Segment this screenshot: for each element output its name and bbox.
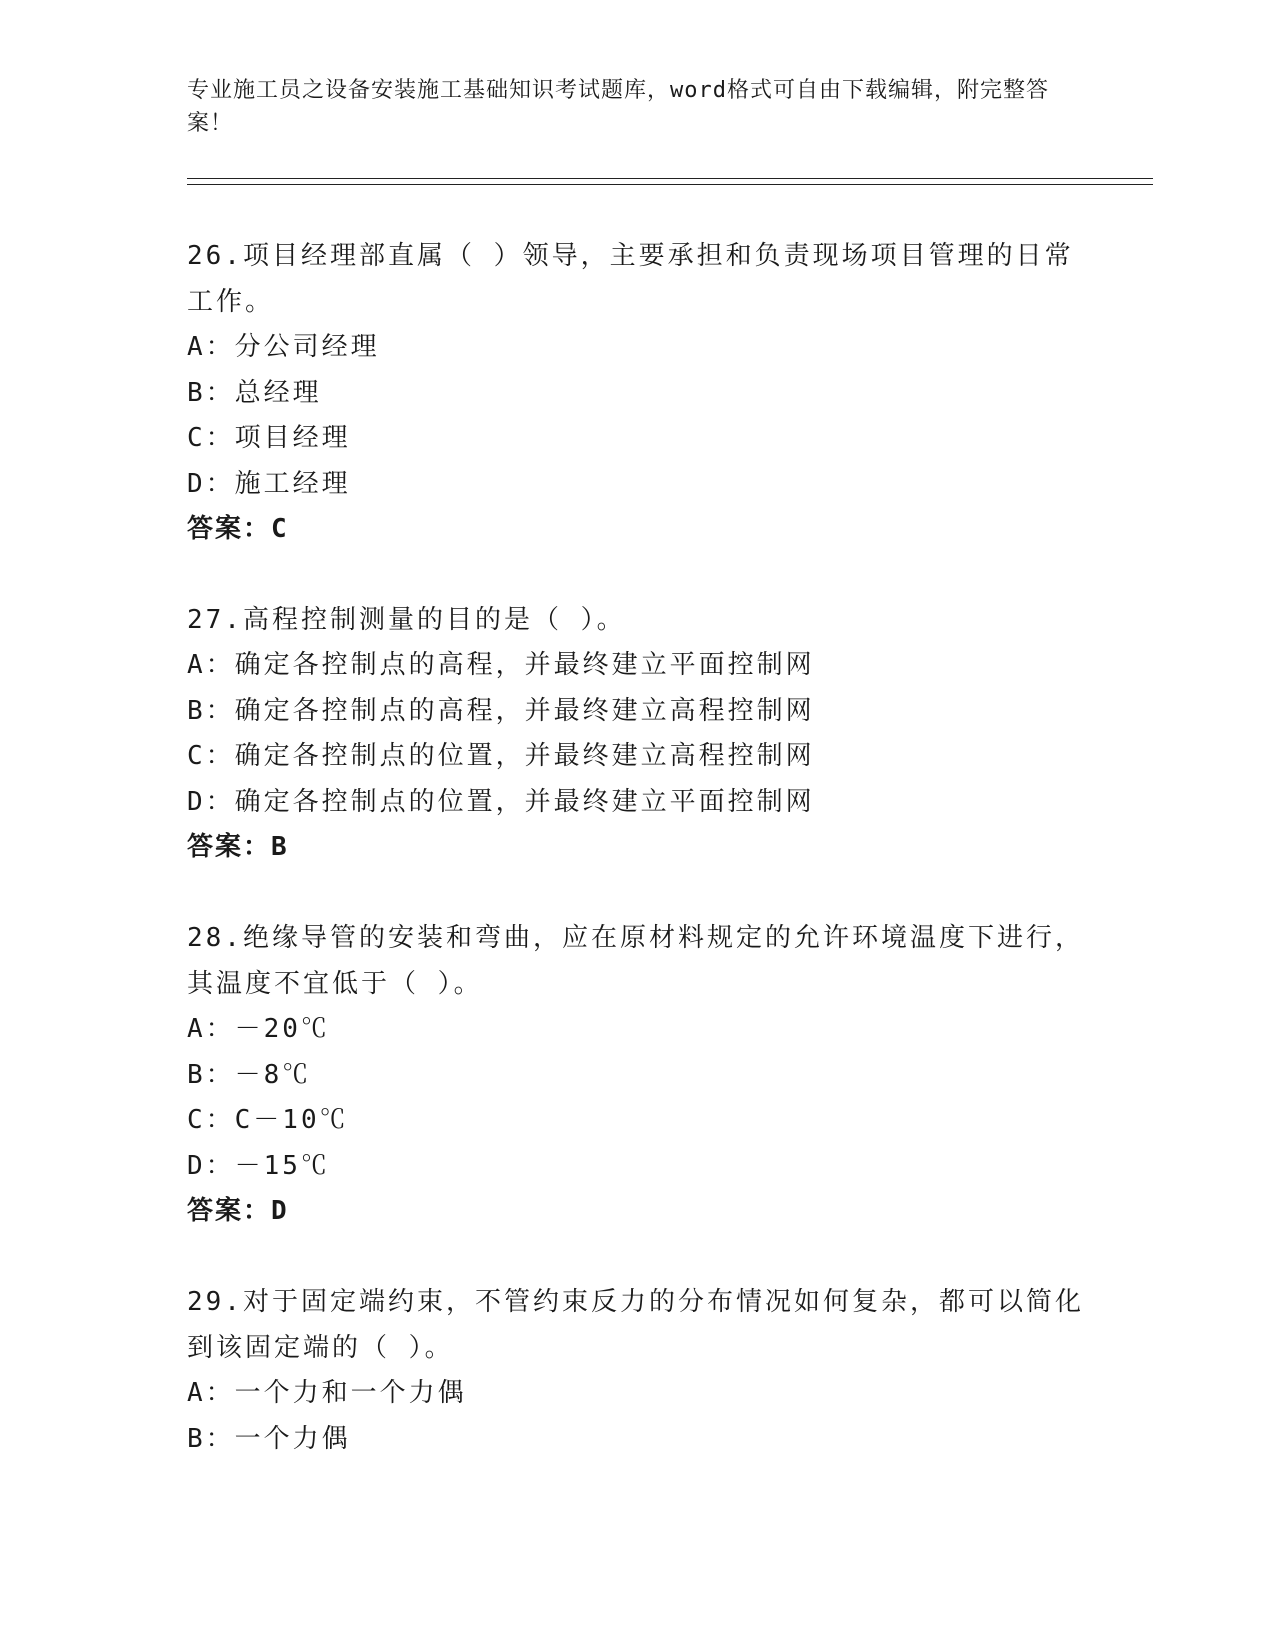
header-divider-bottom (187, 184, 1153, 185)
answer-label: 答案： (187, 832, 272, 862)
question-26 (187, 233, 1087, 552)
option-c: C：确定各控制点的位置，并最终建立高程控制网 (187, 741, 815, 771)
answer-label: 答案： (187, 514, 272, 544)
answer-value: D (271, 1196, 289, 1226)
option-a: A：分公司经理 (187, 332, 380, 362)
question-28 (187, 915, 1087, 1234)
answer-value: C (271, 514, 289, 544)
answer-line (187, 1189, 1087, 1234)
option-b: B：－8℃ (187, 1059, 312, 1090)
answer-label: 答案： (187, 1196, 272, 1226)
answer-line (187, 507, 1087, 552)
option-d: D：－15℃ (187, 1150, 330, 1181)
option-b: B：总经理 (187, 377, 322, 408)
option-a: A：确定各控制点的高程，并最终建立平面控制网 (187, 650, 815, 680)
option-a: A：一个力和一个力偶 (187, 1378, 467, 1408)
answer-line (187, 825, 1087, 870)
option-c: C：项目经理 (187, 423, 351, 453)
question-stem: 27.高程控制测量的目的是（ ）。 (187, 605, 626, 635)
question-27 (187, 597, 1087, 870)
option-a: A：－20℃ (187, 1014, 330, 1044)
option-d: D：施工经理 (187, 468, 351, 499)
option-b: B：一个力偶 (187, 1423, 351, 1454)
option-d: D：确定各控制点的位置，并最终建立平面控制网 (187, 786, 815, 817)
document-header: 专业施工员之设备安装施工基础知识考试题库，word格式可自由下载编辑，附完整答案！ (187, 78, 1049, 136)
option-b: B：确定各控制点的高程，并最终建立高程控制网 (187, 695, 815, 726)
header-divider-top (187, 178, 1153, 179)
question-stem: 28.绝缘导管的安装和弯曲，应在原材料规定的允许环境温度下进行，其温度不宜低于（ ）。 (187, 923, 1084, 999)
question-29 (187, 1279, 1087, 1462)
question-stem: 26.项目经理部直属（ ）领导，主要承担和负责现场项目管理的日常工作。 (187, 241, 1074, 317)
answer-value: B (271, 832, 289, 862)
option-c: C：C－10℃ (187, 1105, 349, 1135)
question-stem: 29.对于固定端约束，不管约束反力的分布情况如何复杂，都可以简化到该固定端的（ ）。 (187, 1287, 1084, 1363)
